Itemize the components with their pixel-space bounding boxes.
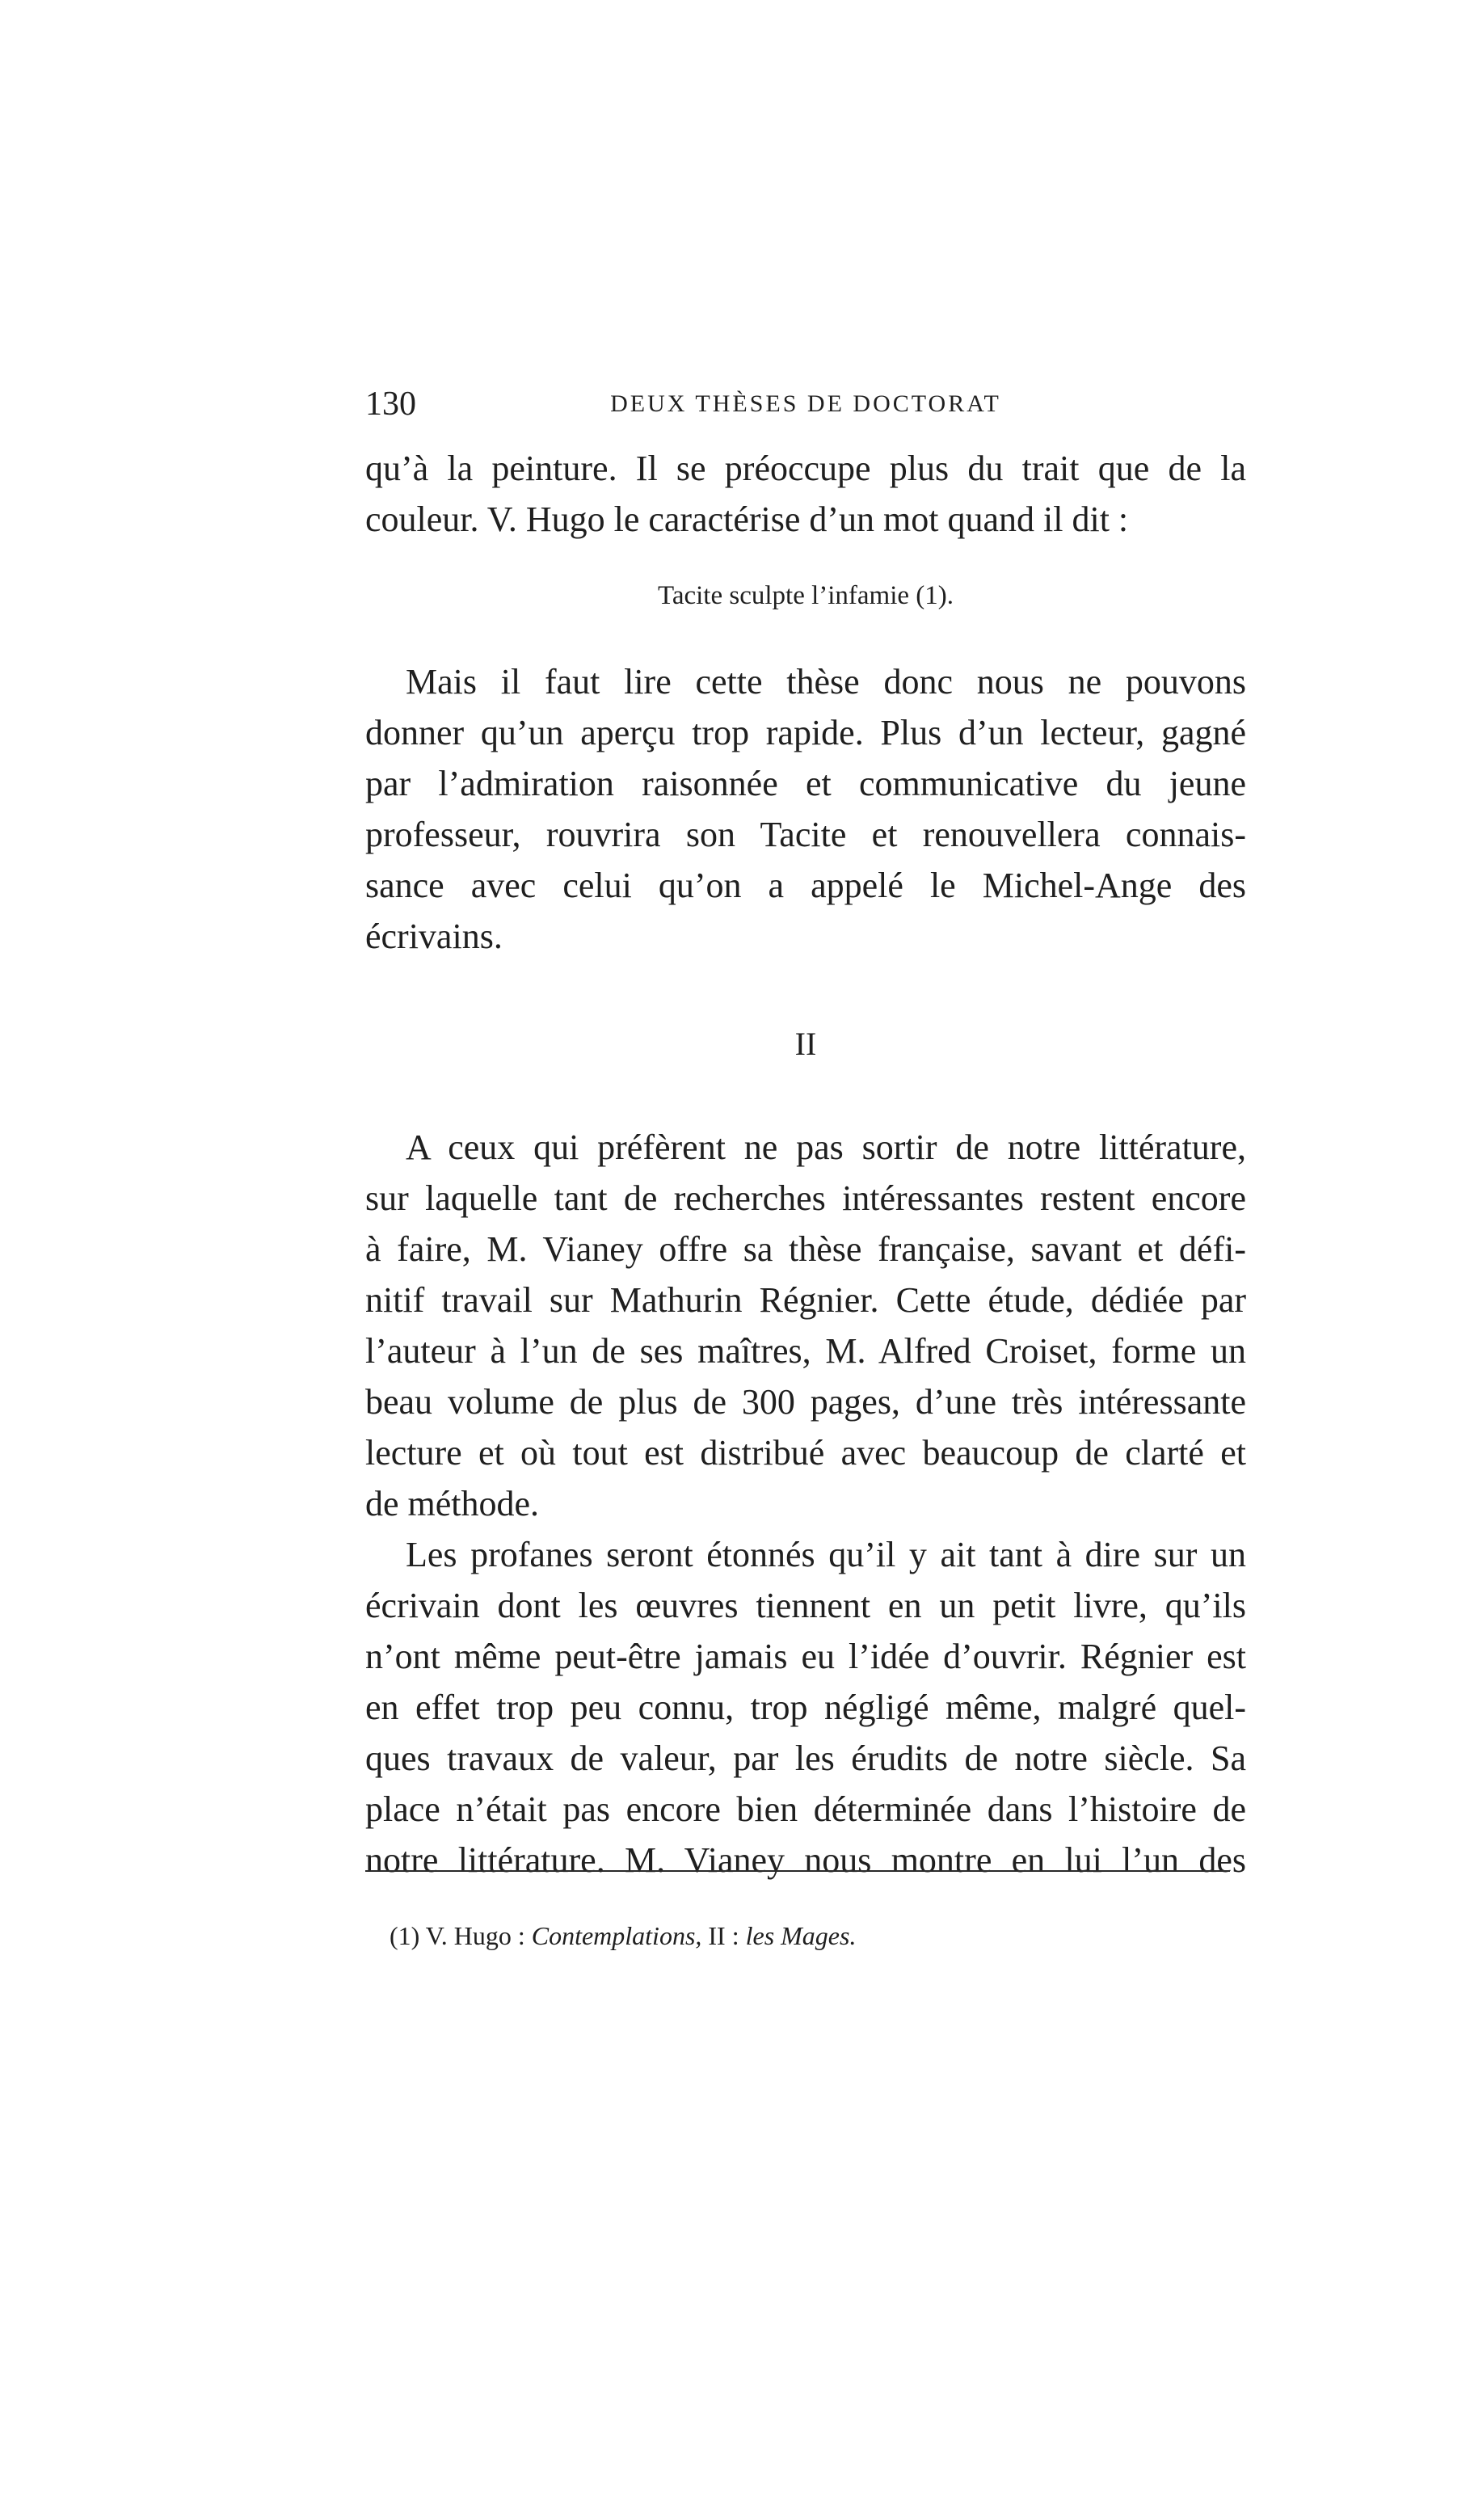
text-line: l’auteur à l’un de ses maîtres, M. Alfred Croiset, forme un <box>365 1331 1246 1371</box>
text-line: professeur, rouvrira son Tacite et renouvellera connais- <box>365 815 1246 854</box>
footnote-poem: les Mages. <box>745 1921 857 1950</box>
paragraph-vianey <box>365 1122 1246 1529</box>
text-line: nitif travail sur Mathurin Régnier. Cette étude, dédiée par <box>365 1280 1246 1320</box>
text-line: sance avec celui qu’on a appelé le Michel-Ange des <box>365 866 1246 905</box>
footnote-work: Contemplations, <box>531 1921 702 1950</box>
page-number: 130 <box>365 386 416 423</box>
text-line: place n’était pas encore bien déterminée dans l’histoire de <box>365 1789 1246 1829</box>
paragraph-regnier <box>365 1529 1246 1886</box>
text-line: à faire, M. Vianey offre sa thèse française, savant et défi- <box>365 1229 1246 1269</box>
paragraph-thesis <box>365 656 1246 962</box>
footnote-author: V. Hugo : <box>425 1921 525 1950</box>
running-title: DEUX THÈSES DE DOCTORAT <box>610 390 1001 417</box>
paragraph-continuation <box>365 443 1246 545</box>
text-line: écrivain dont les œuvres tiennent en un petit livre, qu’ils <box>365 1586 1246 1625</box>
footnote-marker: (1) <box>390 1921 420 1950</box>
text-line: sur laquelle tant de recherches intéressantes restent encore <box>365 1178 1246 1218</box>
text-line: notre littérature. M. Vianey nous montre en lui l’un des <box>365 1840 1246 1880</box>
text-line: A ceux qui préfèrent ne pas sortir de notre littérature, <box>406 1127 1246 1167</box>
section-number: II <box>794 1026 817 1062</box>
text-line: qu’à la peinture. Il se préoccupe plus du trait que de la <box>365 449 1246 488</box>
text-line: lecture et où tout est distribué avec beaucoup de clarté et <box>365 1433 1246 1473</box>
footnote <box>390 1915 856 1956</box>
text-line: beau volume de plus de 300 pages, d’une très intéressante <box>365 1382 1246 1422</box>
text-line: donner qu’un aperçu trop rapide. Plus d’un lecteur, gagné <box>365 713 1246 752</box>
text-line: de méthode. <box>365 1484 540 1523</box>
text-line: couleur. V. Hugo le caractérise d’un mot quand il dit : <box>365 499 1129 539</box>
text-line: par l’admiration raisonnée et communicative du jeune <box>365 764 1246 803</box>
text-line: Les profanes seront étonnés qu’il y ait tant à dire sur un <box>406 1535 1246 1574</box>
footnote-book: II : <box>708 1921 739 1950</box>
text-line: Mais il faut lire cette thèse donc nous ne pouvons <box>406 662 1246 702</box>
footnote-divider <box>365 1870 1230 1872</box>
text-line: n’ont même peut-être jamais eu l’idée d’ouvrir. Régnier est <box>365 1637 1246 1676</box>
text-line: en effet trop peu connu, trop négligé même, malgré quel- <box>365 1688 1246 1727</box>
text-line: ques travaux de valeur, par les érudits de notre siècle. Sa <box>365 1738 1246 1778</box>
text-line: écrivains. <box>365 917 503 956</box>
verse-quotation: Tacite sculpte l’infamie (1). <box>657 581 954 610</box>
running-head <box>365 380 1246 428</box>
